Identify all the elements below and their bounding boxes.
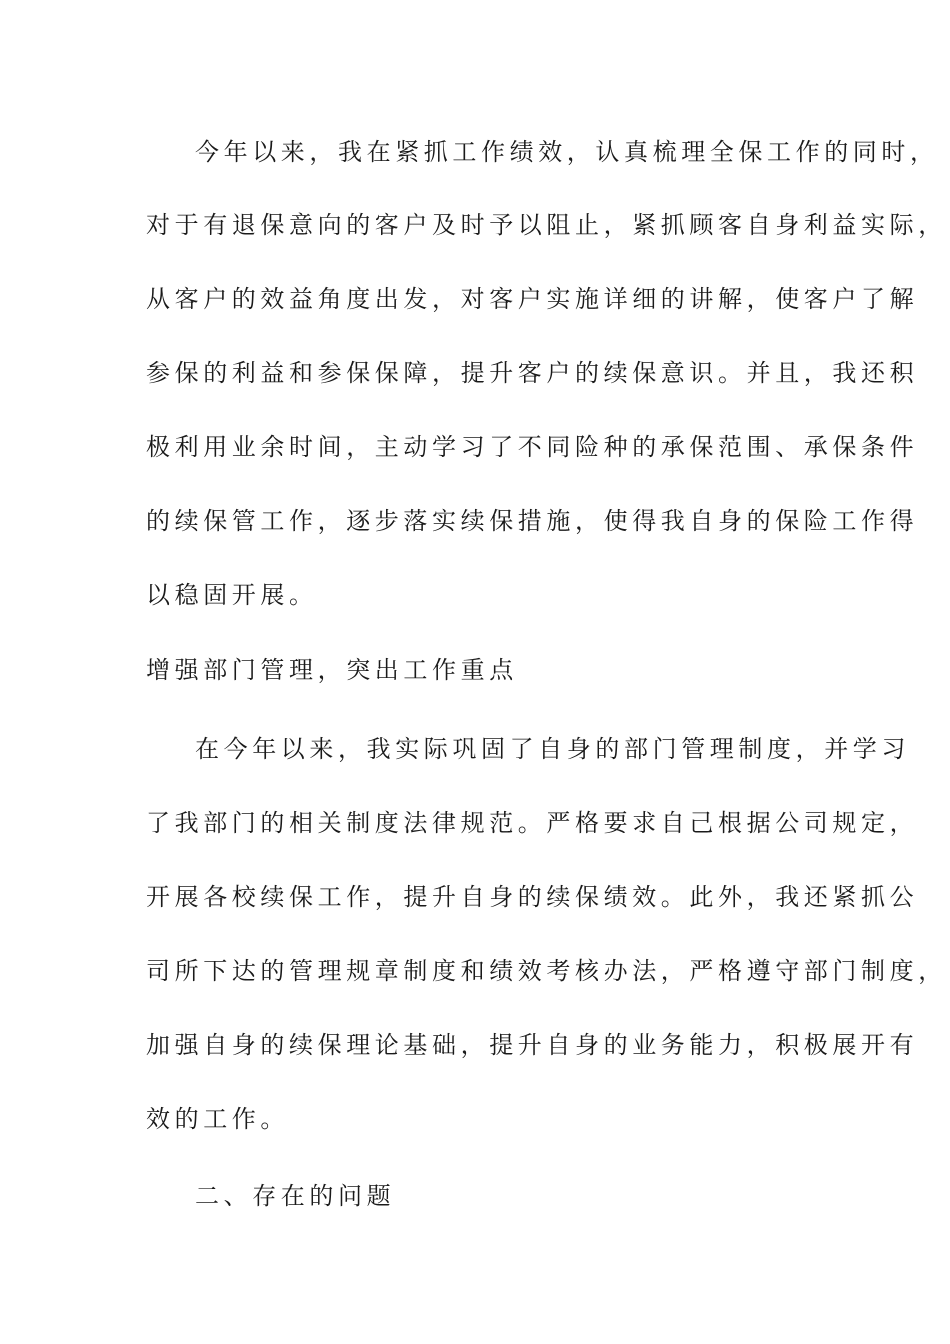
paragraph-line: 开展各校续保工作，提升自身的续保绩效。此外，我还紧抓公 [146, 883, 919, 911]
paragraph-line: 效的工作。 [146, 1105, 289, 1133]
paragraph-line: 极利用业余时间，主动学习了不同险种的承保范围、承保条件 [146, 433, 919, 461]
paragraph-line: 了我部门的相关制度法律规范。严格要求自己根据公司规定， [146, 809, 919, 837]
paragraph-line: 对于有退保意向的客户及时予以阻止，紧抓顾客自身利益实际， [146, 211, 947, 239]
paragraph-line: 今年以来，我在紧抓工作绩效，认真梳理全保工作的同时， [195, 138, 939, 166]
section-heading: 增强部门管理，突出工作重点 [146, 656, 518, 684]
paragraph-line: 参保的利益和参保保障，提升客户的续保意识。并且，我还积 [146, 359, 919, 387]
paragraph-line: 从客户的效益角度出发，对客户实施详细的讲解，使客户了解 [146, 285, 919, 313]
paragraph-line: 的续保管工作，逐步落实续保措施，使得我自身的保险工作得 [146, 507, 919, 535]
paragraph-line: 司所下达的管理规章制度和绩效考核办法，严格遵守部门制度， [146, 957, 947, 985]
paragraph-line: 加强自身的续保理论基础，提升自身的业务能力，积极展开有 [146, 1031, 919, 1059]
paragraph-line: 在今年以来，我实际巩固了自身的部门管理制度，并学习 [195, 735, 910, 763]
paragraph-line: 以稳固开展。 [146, 581, 318, 609]
section-heading: 二、存在的问题 [195, 1182, 396, 1210]
